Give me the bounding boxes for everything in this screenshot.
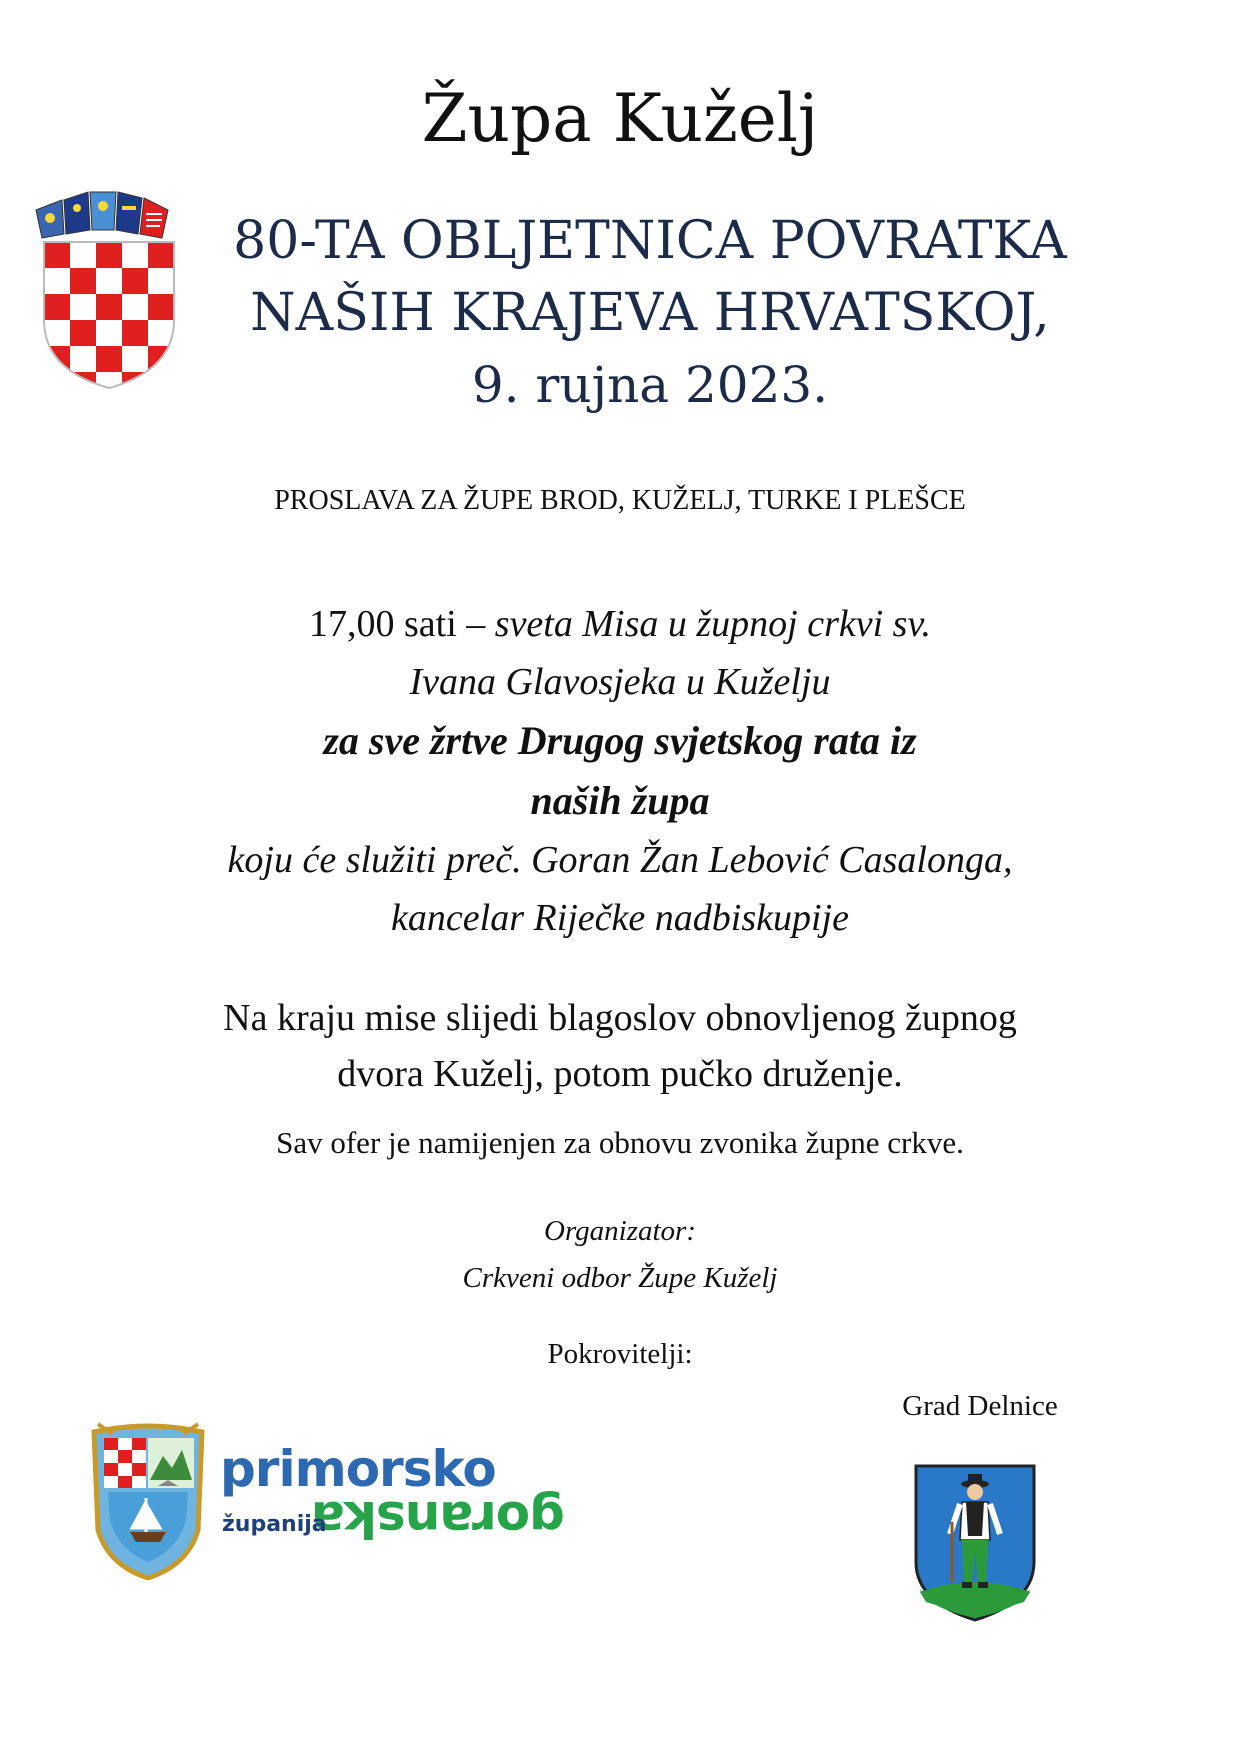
pgz-zupanija-text: županija [222,1512,327,1537]
celebrant-line-1: koju će služiti preč. Goran Žan Lebović Casalonga, [227,839,1013,881]
mass-program [100,595,1140,947]
dedication-line-2: naših župa [530,778,710,823]
pgz-primorsko-text: primorsko [220,1440,496,1498]
celebrant-line-2: kancelar Riječke nadbiskupije [391,897,849,939]
page-title: Župa Kuželj [421,80,819,157]
delnice-coat-of-arms-icon [912,1462,1038,1624]
sponsor-grad-delnice: Grad Delnice [902,1390,1058,1422]
croatian-coat-of-arms-icon [34,190,184,390]
event-date: 9. rujna 2023. [471,356,829,414]
headline-line-1: 80-TA OBLJETNICA POVRATKA [233,211,1067,271]
blessing-line-2: dvora Kuželj, potom pučko druženje. [337,1053,903,1095]
headline-line-2: NAŠIH KRAJEVA HRVATSKOJ, [250,283,1050,343]
organizer-label: Organizator: [544,1215,696,1247]
blessing-line-1: Na kraju mise slijedi blagoslov obnovljenog župnog [223,997,1017,1039]
organizer-name: Crkveni odbor Župe Kuželj [462,1262,778,1294]
pgz-goranska-text: goranska [312,1490,565,1548]
mass-line-1 [100,595,1140,653]
celebration-subtitle: PROSLAVA ZA ŽUPE BROD, KUŽELJ, TURKE I PLEŠCE [274,485,966,516]
sponsors-label: Pokrovitelji: [547,1338,693,1370]
mass-time: 17,00 sati – [309,603,495,645]
dedication-line-1: za sve žrtve Drugog svjetskog rata iz [323,718,917,763]
anniversary-headline [190,205,1110,421]
mass-description: sveta Misa u župnoj crkvi sv. [494,603,931,645]
mass-line-2: Ivana Glavosjeka u Kuželju [409,661,831,703]
pgz-logo-wordmark [220,1440,565,1560]
blessing-notice [100,990,1140,1102]
offering-notice: Sav ofer je namijenjen za obnovu zvonika župne crkve. [276,1125,964,1160]
pgz-coat-of-arms-icon [88,1420,208,1580]
